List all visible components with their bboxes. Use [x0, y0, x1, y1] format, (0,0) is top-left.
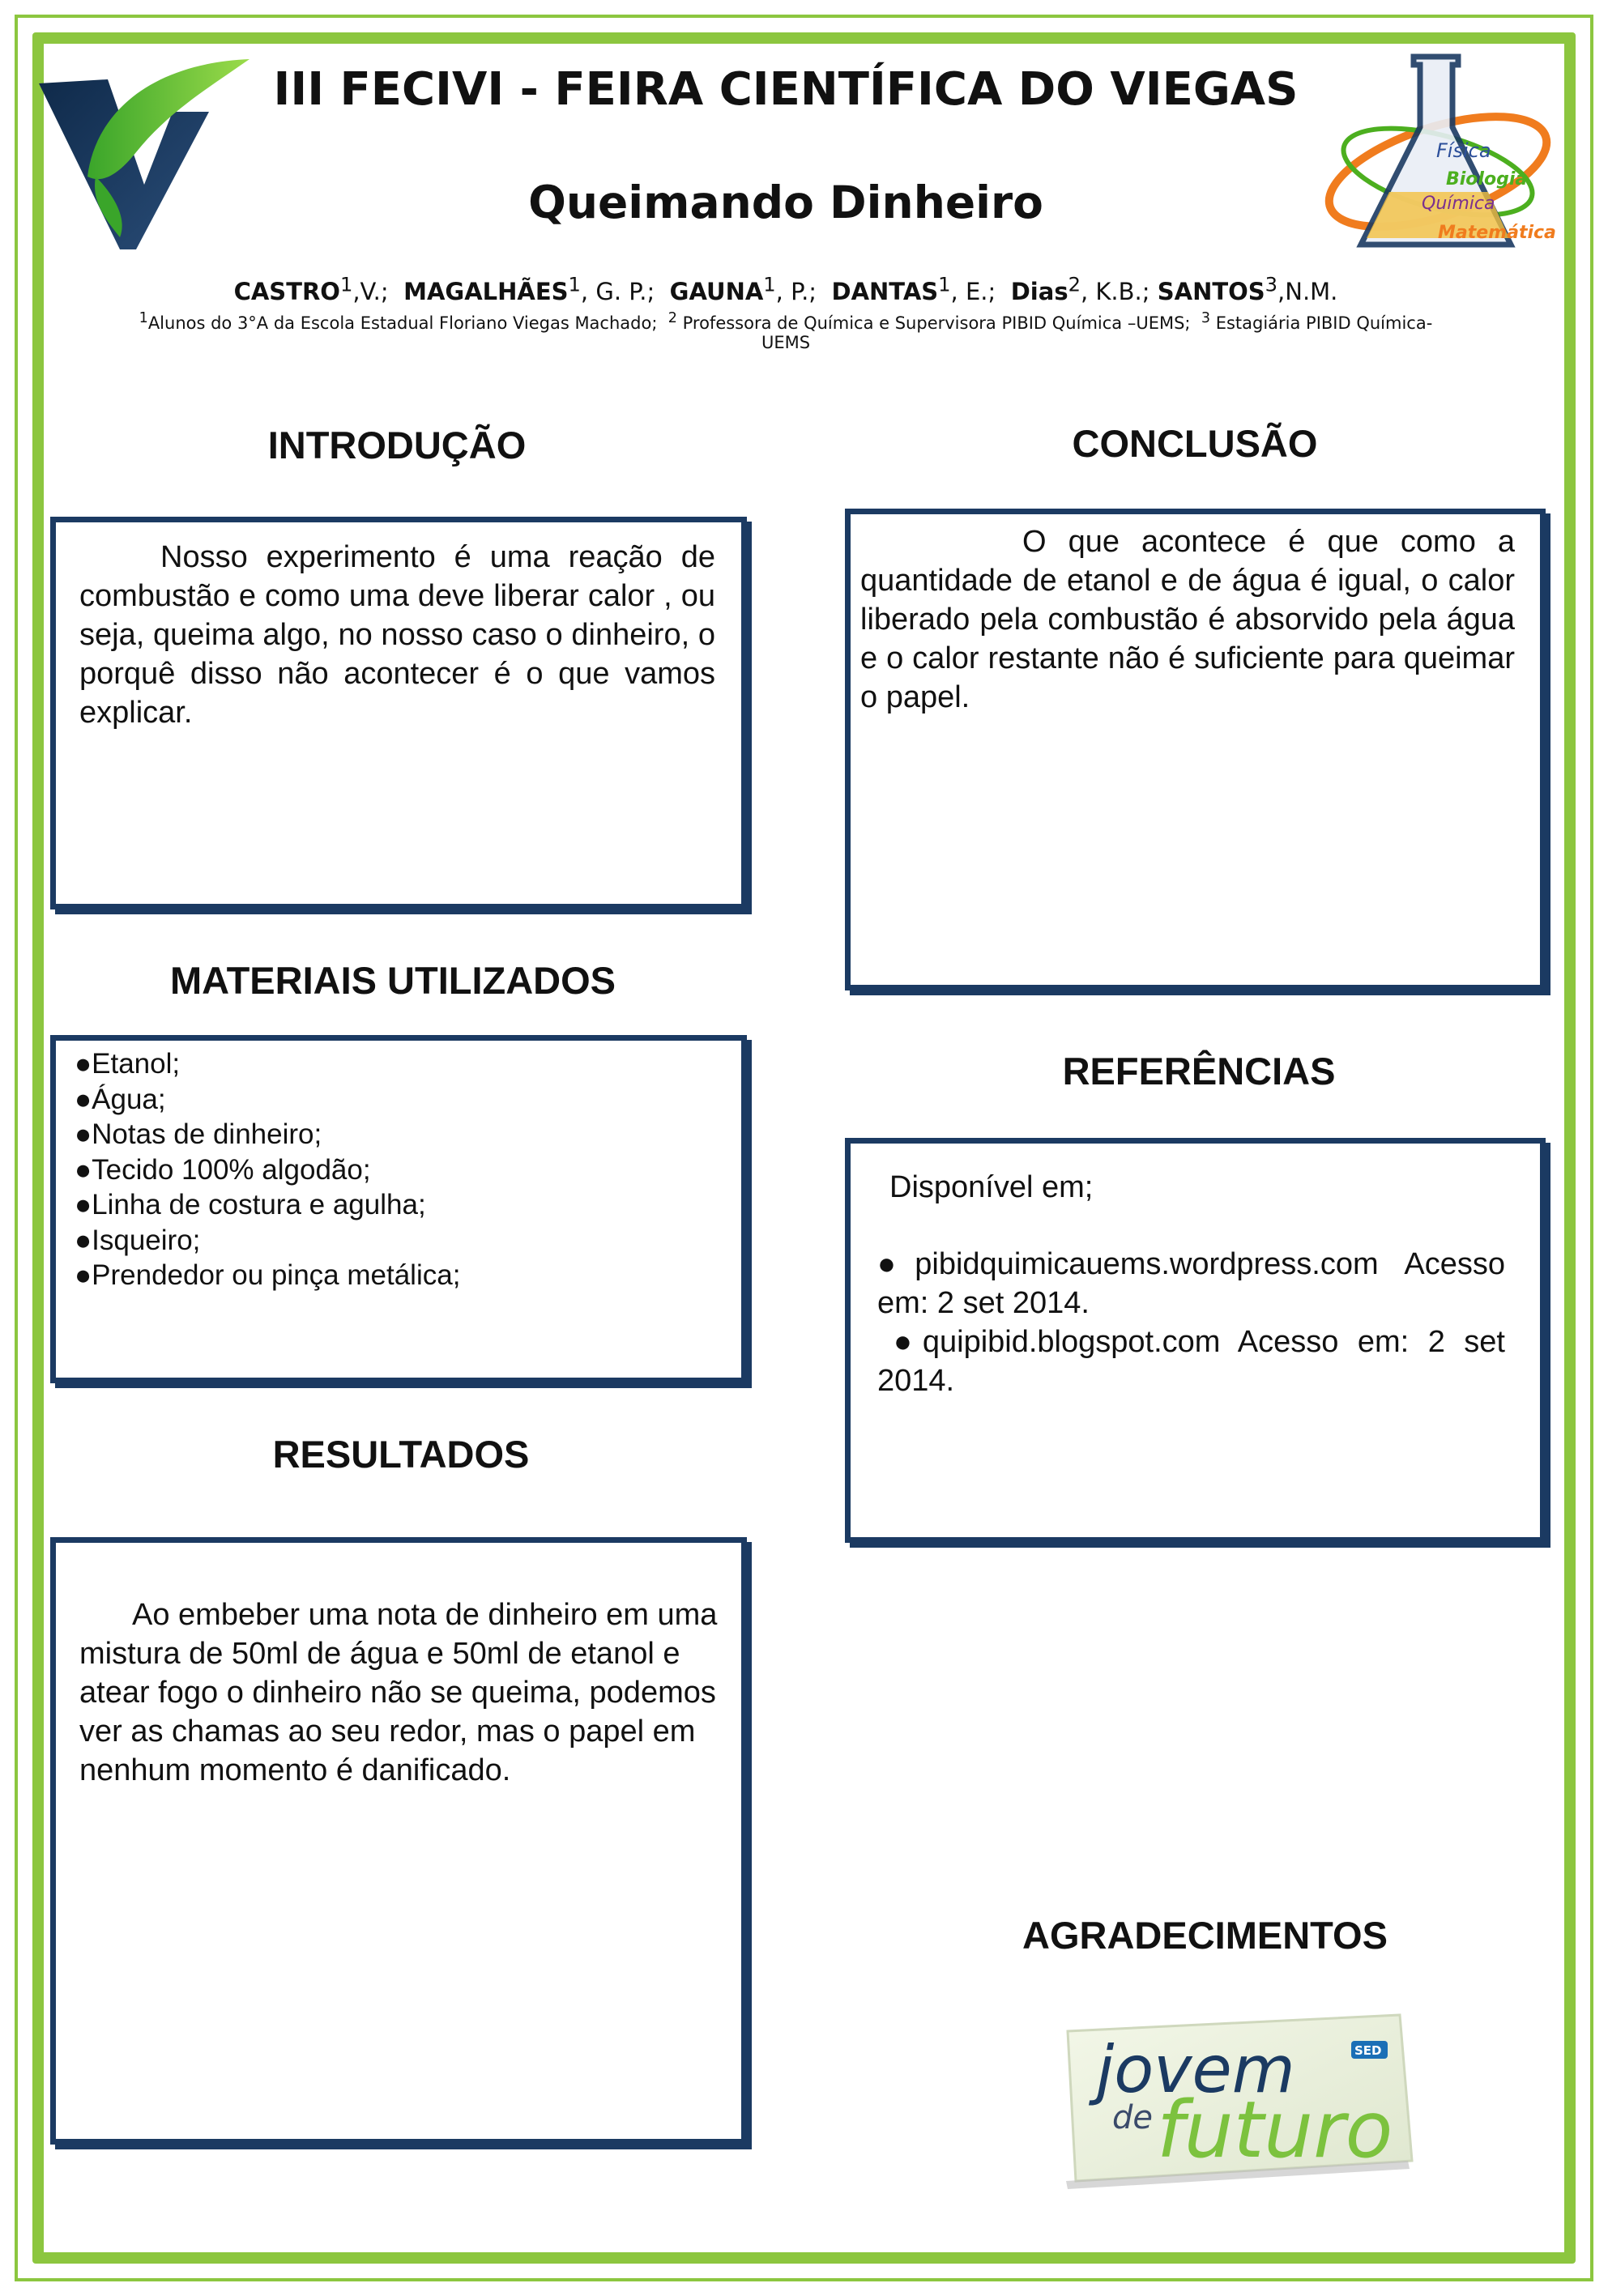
author-line — [162, 273, 1410, 305]
conclusao-heading: CONCLUSÃO — [1072, 422, 1318, 465]
resultados-text: Ao embeber uma nota de dinheiro em uma mistura de 50ml de água e 50ml de etanol e atear fogo o dinheiro não se queima, podemos ver as chamas ao seu redor, mas o papel em nenhum momento é danificado. — [79, 1598, 718, 1787]
reference-item: ●pibidquimicauems.wordpress.com Acesso em: 2 set 2014. — [877, 1247, 1505, 1320]
science-flask-logo — [1316, 50, 1567, 259]
list-item: ●Etanol; — [75, 1048, 181, 1080]
referencias-heading: REFERÊNCIAS — [1062, 1050, 1336, 1093]
list-item: ●Linha de costura e agulha; — [75, 1189, 426, 1220]
list-item: ●Notas de dinheiro; — [75, 1118, 322, 1150]
jovem-de-futuro-logo — [1043, 2007, 1420, 2189]
agradecimentos-heading: AGRADECIMENTOS — [1022, 1914, 1388, 1957]
introducao-text: Nosso experimento é uma reação de combustão e como uma deve liberar calor , ou seja, queima algo, no nosso caso o dinheiro, o porquê disso não acontecer é o que vamos explicar. — [79, 540, 715, 730]
materiais-list — [75, 1046, 723, 1293]
poster-subtitle: Queimando Dinheiro — [528, 177, 1043, 228]
author: GAUNA$^1$, P.; — [669, 273, 817, 305]
author: Dias$^2$, K.B.; — [1010, 273, 1150, 305]
author: DANTAS$^1$, E.; — [831, 273, 996, 305]
svg-text:Biologia: Biologia — [1446, 169, 1528, 190]
list-item: ●Isqueiro; — [75, 1224, 201, 1256]
sed-badge: SED — [1354, 2043, 1382, 2058]
svg-text:Matemática: Matemática — [1438, 223, 1556, 243]
svg-text:Física: Física — [1436, 139, 1491, 162]
school-v-logo — [39, 55, 250, 253]
list-item: ●Tecido 100% algodão; — [75, 1153, 371, 1186]
reference-item: ●quipibid.blogspot.com Acesso em: 2 set 2014. — [877, 1325, 1505, 1398]
resultados-heading: RESULTADOS — [272, 1433, 530, 1476]
list-item: ●Prendedor ou pinça metálica; — [75, 1259, 461, 1291]
poster-title: III FECIVI - FEIRA CIENTÍFICA DO VIEGAS — [273, 63, 1299, 116]
affiliation-line: $^1$Alunos do 3°A da Escola Estadual Floriano Viegas Machado; $^2$ Professora de Química e Supervisora PIBID Química –UEMS; $^3$ Estagiária PIBID Química- UEMS — [139, 310, 1433, 352]
author: CASTRO$^1$,V.; — [233, 273, 389, 305]
introducao-heading: INTRODUÇÃO — [267, 424, 527, 466]
author: MAGALHÃES$^1$, G. P.; — [403, 273, 655, 305]
referencias-intro: Disponível em; — [889, 1170, 1094, 1204]
list-item: ●Água; — [75, 1083, 166, 1115]
futuro-word: futuro — [1157, 2085, 1393, 2175]
jovem-word: jovem — [1096, 2032, 1295, 2107]
materiais-heading: MATERIAIS UTILIZADOS — [169, 959, 616, 1002]
svg-text:Química: Química — [1422, 194, 1495, 214]
de-word: de — [1112, 2099, 1153, 2136]
conclusao-text: O que acontece é que como a quantidade de etanol e de água é igual, o calor liberado pela combustão é absorvido pela água e o calor restante não é suficiente para queimar o papel. — [860, 525, 1515, 714]
author: SANTOS$^3$,N.M. — [1157, 273, 1338, 305]
